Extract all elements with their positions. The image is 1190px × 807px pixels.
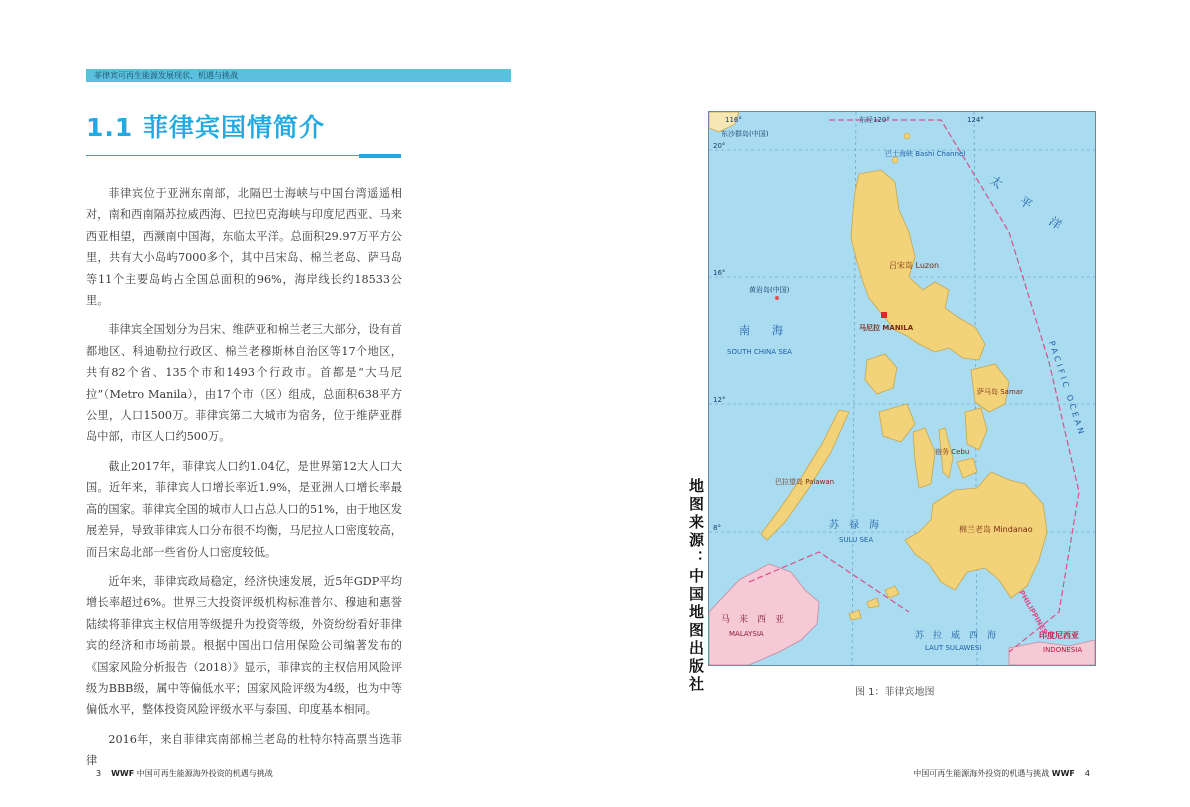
footer-left	[86, 768, 273, 779]
title-rule-accent	[359, 154, 401, 158]
label-bashi-channel: 巴士海峡 Bashi Channel	[885, 150, 966, 158]
label-sulawesi-cn: 苏 拉 威 西 海	[915, 631, 997, 641]
map-caption: 图 1：菲律宾地图	[855, 687, 935, 698]
label-south-china-sea-cn: 南 海	[739, 324, 783, 337]
footer-right-page-number: 4	[1084, 769, 1090, 778]
mindoro-island	[865, 354, 897, 394]
label-lon-116: 116°	[725, 116, 742, 124]
label-mindanao: 棉兰老岛 Mindanao	[959, 525, 1033, 534]
map-svg	[709, 112, 1095, 665]
footer-right-title: 中国可再生能源海外投资的机遇与挑战	[913, 769, 1050, 778]
paragraph-economy: 近年来，菲律宾政局稳定，经济快速发展，近5年GDP平均增长率超过6%。世界三大投资评级机构标准普尔、穆迪和惠誉陆续将菲律宾主权信用等级提升为投资等级，外资纷纷看好菲律宾的经济和市场前景。根据中国出口信用保险公司编著发布的《国家风险分析报告（2018）》显示，菲律宾的主权信用风险评级为BBB级，属中等偏低水平；国家风险评级为4级，也为中等偏低水平，整体投资风险评级水平与泰国、印度基本相同。	[86, 574, 402, 717]
negros-island	[913, 428, 935, 488]
label-south-china-sea-en: SOUTH CHINA SEA	[727, 348, 792, 356]
label-luzon: 吕宋岛 Luzon	[889, 261, 940, 270]
label-lon-120: 东经120°	[859, 116, 890, 124]
label-manila: 马尼拉 MANILA	[859, 324, 914, 332]
label-lat-16: 16°	[713, 269, 726, 277]
section-title: 1.1 菲律宾国情简介	[86, 113, 325, 142]
label-lat-20: 20°	[713, 142, 726, 150]
map-source-note: 地图来源：中国地图出版社	[687, 478, 705, 694]
footer-left-page-number: 3	[96, 769, 102, 778]
label-philippines-en: PHILIPPINES	[1017, 589, 1049, 636]
label-lat-12: 12°	[713, 396, 726, 404]
philippines-map	[708, 111, 1096, 666]
label-cebu: 宿务 Cebu	[935, 448, 970, 456]
label-lon-124: 124°	[967, 116, 984, 124]
manila-marker	[881, 312, 887, 318]
footer-right-brand: WWF	[1051, 769, 1075, 778]
label-sulu-sea-cn: 苏 禄 海	[829, 520, 879, 531]
panay-island	[879, 404, 915, 442]
label-indonesia-en: INDONESIA	[1043, 646, 1083, 654]
bohol-island	[957, 458, 977, 478]
label-pacific-en: PACIFIC OCEAN	[1047, 339, 1087, 438]
label-malaysia-cn: 马 来 西 亚	[721, 615, 785, 625]
running-header-title: 菲律宾可再生能源发展现状、机遇与挑战	[94, 71, 238, 80]
footer-left-brand: WWF	[111, 769, 135, 778]
label-pacific-cn: 太 平 洋	[987, 172, 1065, 233]
mindanao-island	[905, 472, 1047, 598]
title-rule	[86, 155, 401, 156]
running-header	[86, 69, 511, 82]
body-text	[86, 183, 402, 780]
label-palawan: 巴拉望岛 Palawan	[775, 478, 835, 486]
label-sulu-sea-en: SULU SEA	[839, 536, 874, 544]
label-huangyan: 黄岩岛(中国)	[749, 286, 790, 294]
label-sulawesi-en: LAUT SULAWESI	[925, 644, 982, 652]
label-malaysia-en: MALAYSIA	[729, 630, 764, 638]
paragraph-administration: 菲律宾全国划分为吕宋、维萨亚和棉兰老三大部分，设有首都地区、科迪勒拉行政区、棉兰老穆斯林自治区等17个地区，共有82个省、135个市和1493个行政市。首都是“大马尼拉”（Metro Manila），由17个市（区）组成，总面积638平方公里，人口1500万。菲律宾第二大城市为宿务，位于维萨亚群岛中部，市区人口约500万。	[86, 323, 402, 444]
leyte-island	[965, 408, 987, 450]
paragraph-geography: 菲律宾位于亚洲东南部，北隔巴士海峡与中国台湾遥遥相对，南和西南隔苏拉威西海、巴拉巴克海峡与印度尼西亚、马来西亚相望，西濒南中国海，东临太平洋。总面积29.97万平方公里，共有大小岛屿7000多个，其中吕宋岛、棉兰老岛、萨马岛等11个主要岛屿占全国总面积的96%，海岸线长约18533公里。	[86, 187, 402, 308]
label-lat-8: 8°	[713, 524, 721, 532]
label-indonesia-cn: 印度尼西亚	[1039, 631, 1079, 640]
paragraph-population: 截止2017年，菲律宾人口约1.04亿，是世界第12大人口大国。近年来，菲律宾人口增长率近1.9%，是亚洲人口增长率最高的国家。菲律宾全国的城市人口占总人口的51%，由于地区发展差异，导致菲律宾人口分布很不均衡，马尼拉人口密度较高，而吕宋岛北部一些省份人口密度较低。	[86, 459, 402, 559]
huangyan-island	[775, 296, 779, 300]
label-samar: 萨马岛 Samar	[977, 388, 1023, 396]
footer-right	[913, 768, 1100, 779]
landmasses	[709, 112, 1095, 665]
paragraph-politics: 2016年，来自菲律宾南部棉兰老岛的杜特尔特高票当选菲律	[86, 732, 402, 768]
batanes-islands	[904, 133, 910, 139]
label-dongsha: 东沙群岛(中国)	[721, 130, 769, 138]
footer-left-title: 中国可再生能源海外投资的机遇与挑战	[136, 769, 273, 778]
sulu-archipelago	[849, 586, 899, 620]
